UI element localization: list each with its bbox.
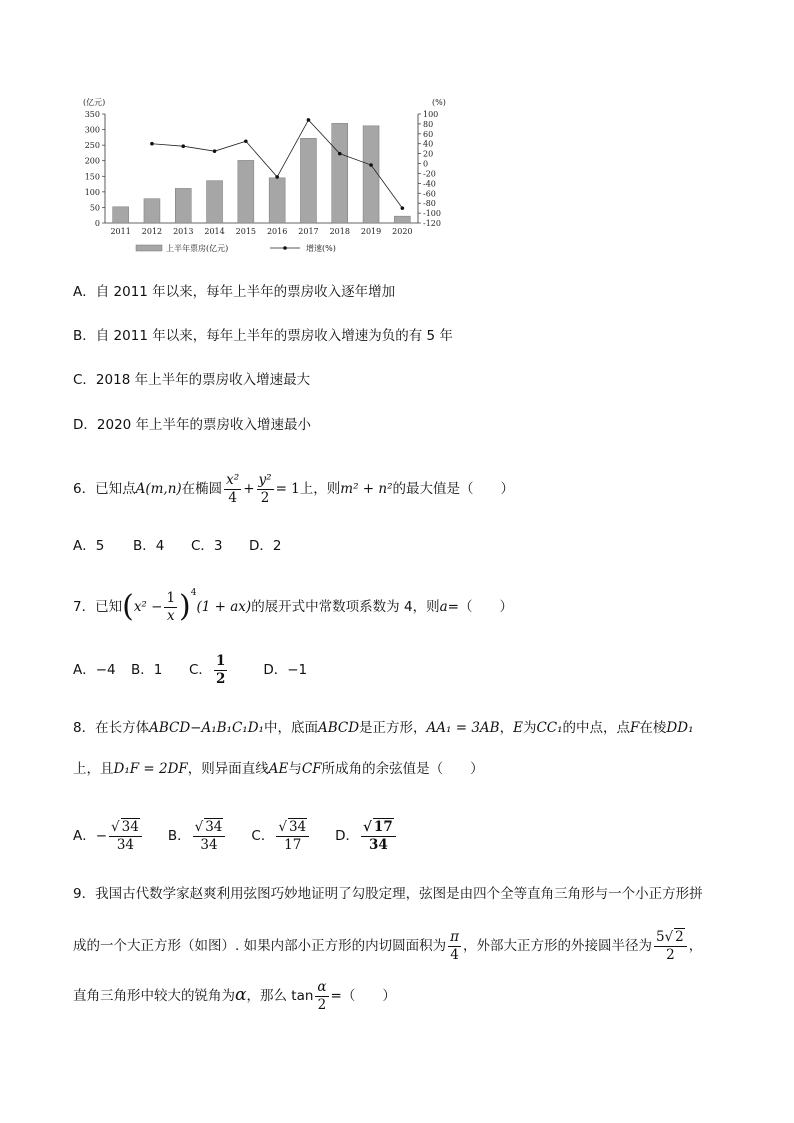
q6-options: A．5 B．4 C．3 D．2 [73,538,282,554]
growth-point [181,144,185,148]
x-tick-label: 2013 [173,227,194,236]
legend-bar-label: 上半年票房(亿元) [166,244,229,253]
left-tick-label: 0 [94,219,100,228]
x-tick-label: 2011 [110,227,131,236]
growth-point [401,206,405,210]
bar [394,216,410,223]
right-tick-label: 40 [423,139,434,149]
left-tick-label: 300 [84,125,100,135]
right-tick-label: -60 [423,189,436,199]
bar [238,160,254,223]
q6-stem: 6．已知点A(m,n)在椭圆 $\frac{\text{x²}}{4}$ + $\frac{\text{y²}}{2}$ = 1上，则m² + n²的最大值是（ ） [73,471,514,506]
bar [113,207,129,223]
right-tick-label: -100 [423,209,441,219]
x-tick-label: 2014 [204,227,225,236]
growth-point [307,118,311,122]
growth-point [369,163,373,167]
x-tick-label: 2020 [392,227,413,236]
q8-options: A．− $\frac{√ 34}{34}$ B． $\frac{√ 34}{34}$ C． $\frac{√ 34}{17}$ D． $\frac{√ 17}{34}$ [73,814,398,858]
x-tick-label: 2017 [298,227,319,236]
legend-line-label: 增速(%) [306,244,336,253]
right-tick-label: -20 [423,169,436,179]
bar [269,178,285,223]
right-tick-label: 100 [423,110,439,119]
q9-stem-line2: 成的一个大正方形（如图）. 如果内部小正方形的内切圆面积为 $\frac{\pi}{4}$ ，外部大正方形的外接圆半径为 $\frac{5√ 2}{2}$ ， [73,928,703,963]
bar [300,138,316,223]
bar [144,199,160,223]
x-tick-label: 2012 [141,227,163,236]
right-tick-label: -120 [423,219,441,228]
q9-stem-line1: 9．我国古代数学家赵爽利用弦图巧妙地证明了勾股定理，弦图是由四个全等直角三角形与一个小正方形拼 [73,886,703,902]
left-tick-label: 150 [84,172,100,182]
q9-stem-line3: 直角三角形中较大的锐角为α，那么 tan $\frac{\alpha}{2}$ =（ ） [73,978,396,1013]
growth-point [338,152,342,156]
growth-point [244,139,248,143]
box-office-chart [78,92,478,264]
q5-option-c: C．2018 年上半年的票房收入增速最大 [73,372,311,388]
right-tick-label: 0 [423,159,429,169]
growth-point [150,142,154,146]
q5-option-d: D．2020 年上半年的票房收入增速最小 [73,417,312,433]
right-tick-label: 60 [423,129,434,139]
bar [175,188,191,223]
left-tick-label: 200 [84,156,100,166]
q7-stem: 7．已知(x² − $\frac{1}{x}$ )$^4$(1 + ax)的展开式中常数项系数为 4，则a=（ ） [73,588,513,624]
right-tick-label: 20 [423,149,434,159]
left-tick-label: 350 [84,110,100,119]
bar [363,126,379,223]
q7-options: A．−4 B．1 C． $\frac{1}{2}$ D．−1 [73,652,308,687]
right-unit-label: (%) [432,98,446,107]
q8-stem-line1: 8．在长方体ABCD−A₁B₁C₁D₁中，底面ABCD是正方形，AA₁ = 3AB，E为CC₁的中点，点F在棱DD₁ [73,720,694,736]
left-tick-label: 100 [84,187,100,197]
x-tick-label: 2018 [329,227,350,236]
legend-line-marker [283,246,287,250]
bar [207,181,223,223]
right-tick-label: -40 [423,179,436,189]
left-tick-label: 250 [84,141,100,151]
x-tick-label: 2016 [266,227,288,236]
growth-point [213,149,217,153]
growth-point [275,175,279,179]
q5-option-a: A．自 2011 年以来，每年上半年的票房收入逐年增加 [73,284,396,300]
q8-stem-line2: 上，且D₁F = 2DF，则异面直线AE与CF所成角的余弦值是（ ） [73,761,484,777]
x-tick-label: 2015 [235,227,257,236]
legend-bar-swatch [136,245,162,251]
q5-option-b: B．自 2011 年以来，每年上半年的票房收入增速为负的有 5 年 [73,328,453,344]
right-tick-label: -80 [423,199,436,209]
left-tick-label: 50 [89,203,100,213]
right-tick-label: 80 [423,119,434,129]
left-unit-label: (亿元) [83,98,106,107]
bar [332,123,348,223]
x-tick-label: 2019 [360,227,382,236]
